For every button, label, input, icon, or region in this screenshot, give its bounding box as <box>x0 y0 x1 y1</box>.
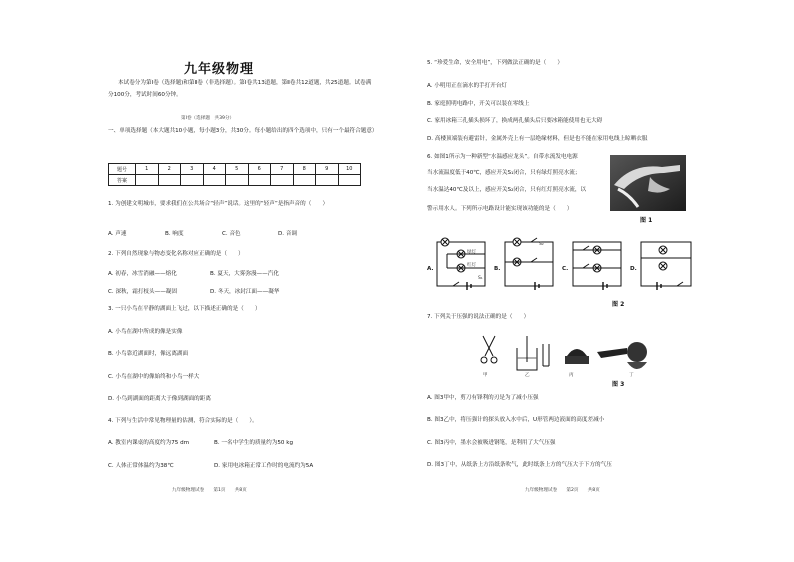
q5-option-b[interactable]: B. 家庭照明电路中，开关可以装在零线上 <box>427 101 530 107</box>
q1-option-d[interactable]: D. 音调 <box>278 231 298 237</box>
answer-cell[interactable] <box>158 175 181 186</box>
table-cell: 5 <box>226 164 249 175</box>
answer-cell[interactable] <box>226 175 249 186</box>
exam-title: 九年级物理 <box>184 62 255 77</box>
question-5: 5. “珍爱生命，安全用电”，下列做法正确的是（ ） <box>427 60 563 66</box>
q3-option-d[interactable]: D. 小鸟到湖面的距离大于像到湖面的距离 <box>108 396 211 402</box>
figure-3-ding: 丁 <box>629 373 634 378</box>
figure-1-label: 图 1 <box>640 217 653 224</box>
switch-s2-label: S₂ <box>539 242 544 247</box>
answer-cell[interactable] <box>271 175 294 186</box>
q7-option-a[interactable]: A. 图3甲中，剪刀有锋利的刃是为了减小压强 <box>427 395 539 401</box>
q1-option-c[interactable]: C. 音色 <box>222 231 241 237</box>
answer-cell[interactable] <box>338 175 361 186</box>
table-cell: 10 <box>338 164 361 175</box>
green-lamp-label: 绿灯 <box>467 250 477 255</box>
figure-3-jia: 甲 <box>483 373 488 378</box>
table-cell: 4 <box>203 164 226 175</box>
q3-option-c[interactable]: C. 小鸟在湖中的像始终和小鸟一样大 <box>108 374 200 380</box>
q2-option-b[interactable]: B. 夏天，大雾弥漫——汽化 <box>210 271 279 277</box>
q4-option-a[interactable]: A. 教室内课桌的高度约为75 dm <box>108 440 190 446</box>
table-cell: 9 <box>316 164 339 175</box>
q7-option-c[interactable]: C. 图3丙中，墨水会被吸进钢笔，是利用了大气压强 <box>427 440 556 446</box>
q6-line-1: 6. 如图1所示为一种新型“水温感应龙头”。自带水流发电电源 <box>427 154 578 160</box>
q5-option-a[interactable]: A. 小明用正在滴水的手打开台灯 <box>427 83 508 89</box>
q6-line-4: 警示用水人。下列所示电路设计能实现该功能的是（ ） <box>427 206 573 212</box>
q3-option-b[interactable]: B. 小鸟靠近湖面时，像远离湖面 <box>108 351 189 357</box>
q2-option-c[interactable]: C. 深秋，霜打枝头——凝固 <box>108 289 177 295</box>
right-page <box>397 0 794 562</box>
figure-2-label: 图 2 <box>612 301 625 308</box>
table-cell: 1 <box>136 164 159 175</box>
answer-table <box>108 163 361 186</box>
circuit-a-label[interactable]: A. <box>427 266 434 272</box>
q4-option-c[interactable]: C. 人体正常体温约为38℃ <box>108 463 174 469</box>
answer-cell[interactable] <box>203 175 226 186</box>
table-cell: 8 <box>293 164 316 175</box>
table-cell: 题号 <box>109 164 136 175</box>
table-cell: 答案 <box>109 175 136 186</box>
table-cell: 3 <box>181 164 204 175</box>
pressure-figures <box>477 332 657 376</box>
question-1: 1. 为创建文明城市，要求我们在公共场合“轻声”说话。这里的“轻声”是指声音的（ ） <box>108 201 329 207</box>
circuit-b-label[interactable]: B. <box>494 266 501 272</box>
q5-option-d[interactable]: D. 高楼顶端装有避雷针，金属外壳上有一层绝缘材料，但是也不能在家用电线上晾晒衣服 <box>427 136 648 142</box>
figure-3-label: 图 3 <box>612 381 625 388</box>
red-lamp-label: 红灯 <box>467 263 477 268</box>
q7-option-b[interactable]: B. 图3乙中，将压强计的探头放入水中后，U形管两边液面的高度差减小 <box>427 417 605 423</box>
question-4: 4. 下列与生活中常见物理量的估测，符合实际的是（ ）。 <box>108 418 258 424</box>
question-3: 3. 一只小鸟在平静的湖面上飞过，以下描述正确的是（ ） <box>108 306 261 312</box>
q6-line-2: 当水流温度低于40℃，感应开关S₁闭合，只有绿灯照亮水流； <box>427 170 581 176</box>
table-cell: 7 <box>271 164 294 175</box>
part1-instructions: 一、单项选择题（本大题共10小题，每小题3分，共30分。每小题给出的四个选项中，只有一个最符合题意） <box>108 128 378 134</box>
answer-cell[interactable] <box>293 175 316 186</box>
figure-3-yi: 乙 <box>525 373 530 378</box>
switch-s1-label: S₁ <box>478 276 483 281</box>
answer-cell[interactable] <box>316 175 339 186</box>
table-row <box>109 164 361 175</box>
table-row <box>109 175 361 186</box>
table-cell: 2 <box>158 164 181 175</box>
q1-option-a[interactable]: A. 声速 <box>108 231 127 237</box>
answer-cell[interactable] <box>248 175 271 186</box>
answer-cell[interactable] <box>136 175 159 186</box>
q2-option-a[interactable]: A. 初春，冰雪消融——熔化 <box>108 271 177 277</box>
page-footer: 九年级物理试卷 第2页 共8页 <box>525 488 600 493</box>
q3-option-a[interactable]: A. 小鸟在湖中所成的像是实像 <box>108 329 183 335</box>
intro-line-1: 本试卷分为第Ⅰ卷（选择题)和第Ⅱ卷（非选择题）。第Ⅰ卷共13道题，第Ⅱ卷共12道题，共25道题。试卷满 <box>118 80 372 86</box>
intro-line-2: 分100分，考试时间60分钟。 <box>108 92 182 98</box>
q4-option-b[interactable]: B. 一名中学生的质量约为50 kg <box>214 440 294 446</box>
circuit-c-label[interactable]: C. <box>562 266 569 272</box>
section-heading: 第Ⅰ卷（选择题 共39分） <box>181 116 235 121</box>
question-7: 7. 下列关于压强的说法正确的是（ ） <box>427 314 530 320</box>
faucet-photo <box>610 155 686 211</box>
figure-3-bing: 丙 <box>569 373 574 378</box>
question-2: 2. 下列自然现象与物态变化名称对应正确的是（ ） <box>108 251 244 257</box>
q1-option-b[interactable]: B. 响度 <box>165 231 184 237</box>
q2-option-d[interactable]: D. 冬天，冰封江面——凝华 <box>210 289 280 295</box>
q7-option-d[interactable]: D. 图3丁中，从纸条上方沿纸条吹气，此时纸条上方的气压大于下方的气压 <box>427 462 612 468</box>
q6-line-3: 当水温达40℃及以上，感应开关S₂闭合，只有红灯照亮水流，以 <box>427 187 587 193</box>
circuit-d-label[interactable]: D. <box>630 266 637 272</box>
answer-cell[interactable] <box>181 175 204 186</box>
q4-option-d[interactable]: D. 家用电冰箱正常工作时的电流约为5A <box>214 463 314 469</box>
page-footer: 九年级物理试卷 第1页 共8页 <box>172 488 247 493</box>
q5-option-c[interactable]: C. 家用冰箱三孔插头损坏了，换成两孔插头后只要冰箱能使用也无大碍 <box>427 118 603 124</box>
table-cell: 6 <box>248 164 271 175</box>
